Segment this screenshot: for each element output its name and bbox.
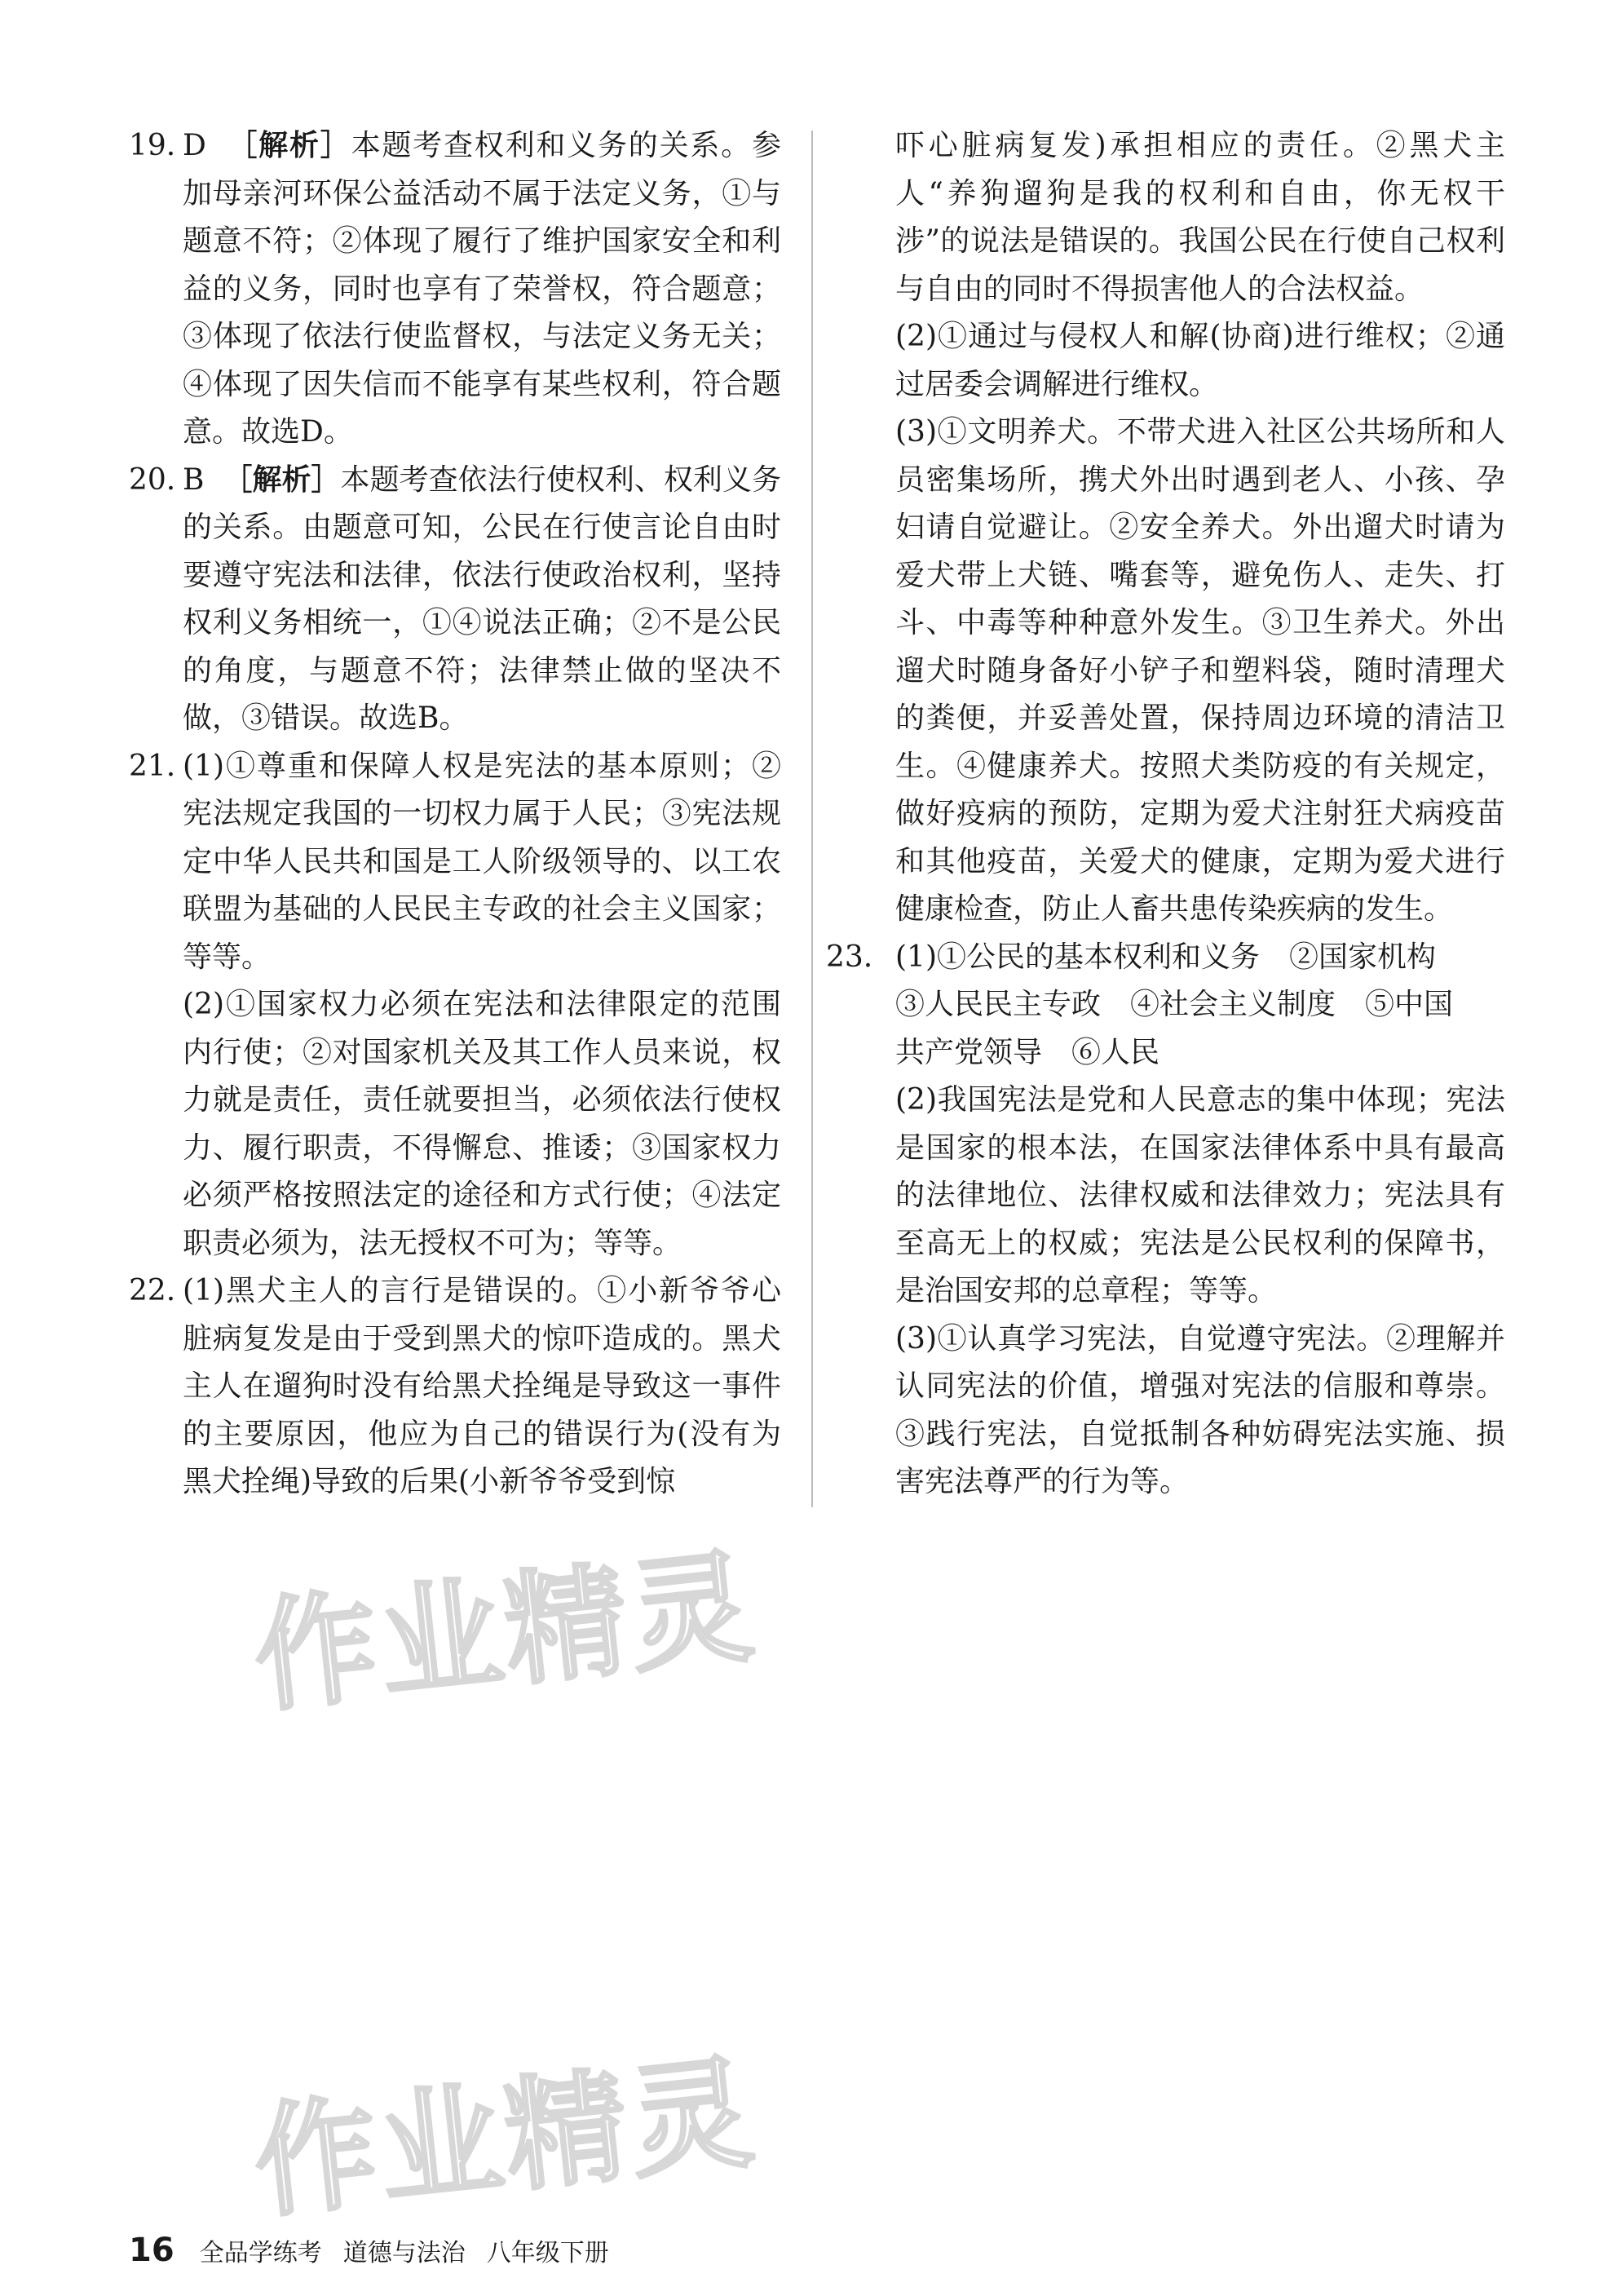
answer-part-1-continued: 吓心脏病复发)承担相应的责任。②黑犬主人“养狗遛狗是我的权利和自由，你无权干涉”的说法是错误的。我国公民在行使自己权利与自由的同时不得损害他人的合法权益。 [895, 129, 1505, 306]
column-divider [811, 131, 813, 1507]
question-22 [129, 1267, 781, 1506]
watermark-logo: 作业精灵 [248, 2042, 762, 2236]
right-column [826, 122, 1505, 1506]
question-23 [826, 934, 1505, 1506]
answer-part-3: (3)①文明养犬。不带犬进入社区公共场所和人员密集场所，携犬外出时遇到老人、小孩、孕妇请自觉避让。②安全养犬。外出遛犬时请为爱犬带上犬链、嘴套等，避免伤人、走失、打斗、中毒等种种意外发生。③卫生养犬。外出遛犬时随身备好小铲子和塑料袋，随时清理犬的粪便，并妥善处置，保持周边环境的清洁卫生。④健康养犬。按照犬类防疫的有关规定，做好疫病的预防，定期为爱犬注射狂犬病疫苗和其他疫苗，关爱犬的健康，定期为爱犬进行健康检查，防止人畜共患传染疾病的发生。 [895, 415, 1505, 926]
answer-part-1: (1)①尊重和保障人权是宪法的基本原则；②宪法规定我国的一切权力属于人民；③宪法规定中华人民共和国是工人阶级领导的、以工农联盟为基础的人民民主专政的社会主义国家；等等。 [183, 749, 781, 974]
explanation-text: 本题考查权利和义务的关系。参加母亲河环保公益活动不属于法定义务，①与题意不符；②体现了履行了维护国家安全和利益的义务，同时也享有了荣誉权，符合题意；③体现了依法行使监督权，与法定义务无关；④体现了因失信而不能享有某些权利，符合题意。故选D。 [183, 129, 781, 449]
answer-part-1 [895, 934, 1505, 1077]
answer-choice: B [183, 462, 205, 497]
question-20 [129, 457, 781, 743]
left-column [129, 122, 781, 1506]
analysis-tag: ［解析］ [227, 129, 351, 162]
watermark-logo: 作业精灵 [248, 1536, 762, 1730]
question-21 [129, 743, 781, 1268]
question-number: 20. [129, 462, 176, 497]
explanation-text: 本题考查依法行使权利、权利义务的关系。由题意可知，公民在行使言论自由时要遵守宪法和法律，依法行使政治权利，坚持权利义务相统一，①④说法正确；②不是公民的角度，与题意不符；法律禁止做的坚决不做，③错误。故选B。 [183, 462, 781, 735]
answer-part-2: (2)我国宪法是党和人民意志的集中体现；宪法是国家的根本法，在国家法律体系中具有最高的法律地位、法律权威和法律效力；宪法具有至高无上的权威；宪法是公民权利的保障书，是治国安邦的总章程；等等。 [895, 1083, 1505, 1307]
answer-explanation [183, 122, 781, 457]
question-number: 19. [129, 129, 176, 162]
question-number: 23. [826, 940, 873, 974]
question-number: 22. [129, 1274, 176, 1307]
question-19 [129, 122, 781, 457]
book-title: 全品学练考 [199, 2239, 322, 2267]
answer-part-3: (3)①认真学习宪法，自觉遵守宪法。②理解并认同宪法的价值，增强对宪法的信服和尊崇。③践行宪法，自觉抵制各种妨碍宪法实施、损害宪法尊严的行为等。 [895, 1321, 1505, 1498]
grade-label: 八年级下册 [486, 2239, 609, 2267]
answer-part-2: (2)①国家权力必须在宪法和法律限定的范围内行使；②对国家机关及其工作人员来说，权力就是责任，责任就要担当，必须依法行使权力、履行职责，不得懈怠、推诿；③国家权力必须严格按照法定的途径和方式行使；④法定职责必须为，法无授权不可为；等等。 [183, 988, 781, 1260]
answer-part-1: (1)黑犬主人的言行是错误的。①小新爷爷心脏病复发是由于受到黑犬的惊吓造成的。黑犬主人在遛狗时没有给黑犬拴绳是导致这一事件的主要原因，他应为自己的错误行为(没有为黑犬拴绳)导致的后果(小新爷爷受到惊 [183, 1274, 781, 1498]
answer-line: ③人民民主专政 ④社会主义制度 ⑤中国 [895, 988, 1454, 1021]
answer-choice: D [183, 129, 206, 162]
page-number: 16 [129, 2232, 174, 2269]
subject-name: 道德与法治 [342, 2239, 466, 2267]
analysis-tag: ［解析］ [223, 462, 341, 497]
answer-part-2: (2)①通过与侵权人和解(协商)进行维权；②通过居委会调解进行维权。 [895, 320, 1505, 401]
answer-line: 共产党领导 ⑥人民 [895, 1035, 1160, 1069]
footer-info [200, 2239, 630, 2267]
page-footer [129, 2232, 630, 2269]
answer-explanation [183, 457, 781, 743]
question-number: 21. [129, 749, 176, 783]
answer-line: (1)①公民的基本权利和义务 ②国家机构 [895, 940, 1436, 974]
